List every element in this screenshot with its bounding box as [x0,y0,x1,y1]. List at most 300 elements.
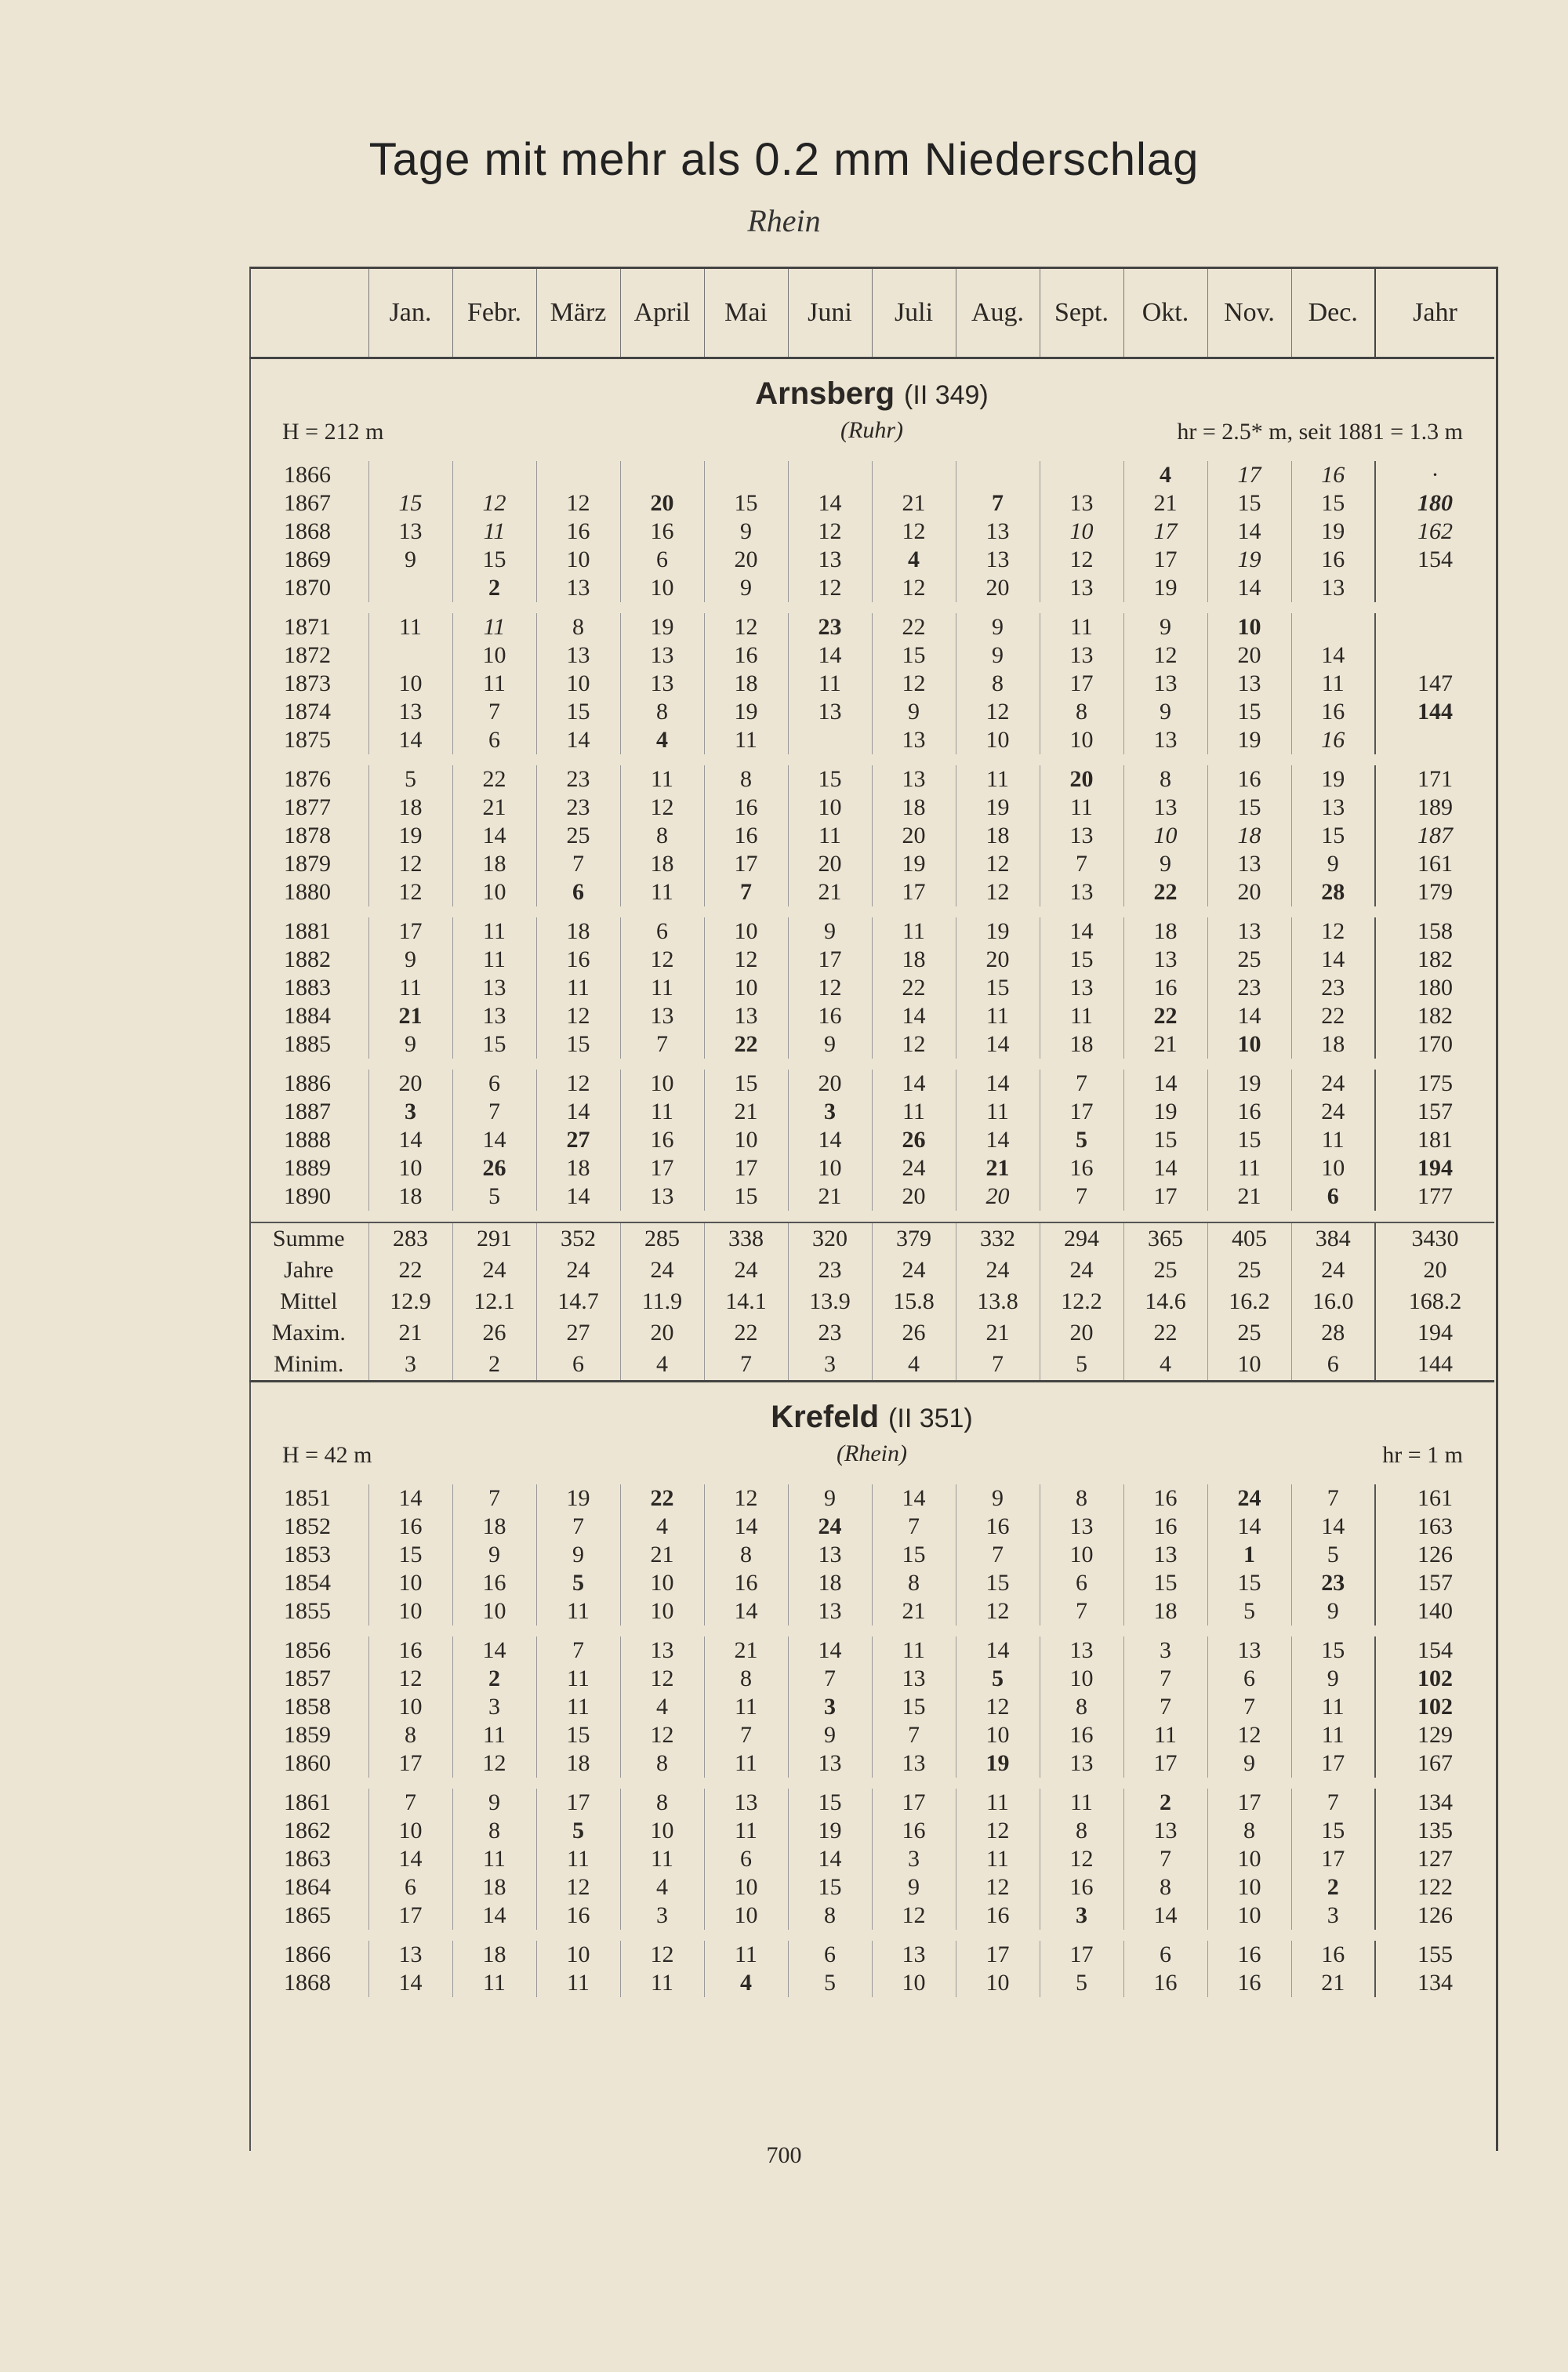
value-cell: 13 [788,698,872,726]
group-gap [249,1059,1494,1070]
value-cell: 18 [536,1749,620,1778]
stat-cell: 12.9 [368,1286,452,1317]
header-cell: Febr. [452,269,536,358]
table-row [249,1569,1494,1597]
year-cell: 1862 [284,1818,331,1843]
stat-cell: 405 [1207,1222,1291,1255]
value-cell: 9 [452,1541,536,1569]
stat-cell: 24 [704,1255,788,1286]
value-cell: 13 [536,574,620,602]
value-cell: 4 [872,546,956,574]
value-cell: 16 [368,1636,452,1665]
value-cell [956,461,1040,489]
value-cell: 5 [536,1569,620,1597]
value-cell [1040,461,1123,489]
value-cell: 16 [1291,726,1375,754]
value-cell: 7 [1040,1182,1123,1211]
stat-cell: 3 [368,1349,452,1382]
value-cell: 6 [1040,1569,1123,1597]
value-cell: 13 [1040,1636,1123,1665]
year-cell: 1858 [284,1694,331,1720]
value-cell: 13 [452,974,536,1002]
value-cell: 7 [1040,850,1123,878]
value-cell: 21 [788,1182,872,1211]
station-header [249,358,1494,462]
station-name-line [249,1400,1494,1435]
value-cell: 11 [620,765,704,794]
value-cell: 13 [1040,974,1123,1002]
value-cell: 13 [872,765,956,794]
stat-cell: 26 [872,1317,956,1349]
value-cell: 3 [872,1845,956,1873]
year-cell: 1855 [284,1598,331,1624]
table-row [249,1789,1494,1817]
value-cell: 18 [452,1941,536,1969]
year-cell: 1853 [284,1542,331,1567]
year-cell: 1863 [284,1846,331,1872]
stat-cell: 11.9 [620,1286,704,1317]
value-cell: 10 [956,726,1040,754]
value-cell: 20 [788,850,872,878]
value-cell: 102 [1375,1665,1494,1693]
value-cell: 10 [452,641,536,670]
value-cell: 15 [1040,946,1123,974]
group-gap [249,1778,1494,1789]
value-cell: 17 [704,850,788,878]
precipitation-table [249,269,1494,2008]
value-cell: 17 [1040,1941,1123,1969]
value-cell: 10 [1207,613,1291,641]
value-cell: 12 [704,613,788,641]
value-cell: 11 [1291,1693,1375,1721]
table-row [249,1721,1494,1749]
value-cell: 13 [1040,822,1123,850]
value-cell: 6 [452,726,536,754]
value-cell: 16 [1291,1941,1375,1969]
year-cell: 1878 [284,823,331,848]
value-cell: 12 [1207,1721,1291,1749]
table-row [249,518,1494,546]
stat-cell: 2 [452,1349,536,1382]
stat-cell: 3430 [1375,1222,1494,1255]
value-cell: 9 [1291,1665,1375,1693]
value-cell: 25 [1207,946,1291,974]
station-height: H = 212 m [282,419,384,445]
year-cell: 1880 [284,879,331,905]
value-cell: 14 [872,1484,956,1513]
value-cell: 20 [1207,878,1291,906]
value-cell: 14 [956,1126,1040,1154]
value-cell: 15 [704,489,788,518]
value-cell [368,461,452,489]
value-cell: 12 [1291,917,1375,946]
value-cell: 11 [704,726,788,754]
value-cell: 14 [452,1902,536,1930]
value-cell: 15 [1207,489,1291,518]
stat-cell: 13.9 [788,1286,872,1317]
value-cell: 189 [1375,794,1494,822]
table-row [249,1749,1494,1778]
value-cell: 13 [368,698,452,726]
value-cell: 13 [1040,489,1123,518]
group-gap [249,1997,1494,2008]
value-cell: 11 [452,1845,536,1873]
value-cell: 11 [620,1098,704,1126]
value-cell: 16 [956,1902,1040,1930]
table-row [249,546,1494,574]
value-cell: 10 [620,1070,704,1098]
table-row [249,1154,1494,1182]
value-cell: 13 [1123,794,1207,822]
group-gap [249,906,1494,917]
value-cell: 17 [1040,1098,1123,1126]
value-cell: 13 [1040,1513,1123,1541]
value-cell: 11 [872,1636,956,1665]
value-cell: 10 [368,1569,452,1597]
group-gap [249,602,1494,613]
value-cell: 161 [1375,1484,1494,1513]
value-cell: 22 [452,765,536,794]
value-cell: 7 [956,489,1040,518]
value-cell: 17 [368,917,452,946]
value-cell: 11 [368,974,452,1002]
value-cell: 24 [788,1513,872,1541]
value-cell: 3 [788,1693,872,1721]
value-cell: 11 [620,974,704,1002]
stat-cell: 23 [788,1317,872,1349]
value-cell: 15 [1291,1817,1375,1845]
value-cell: 20 [956,574,1040,602]
value-cell: 7 [536,1636,620,1665]
value-cell: 7 [956,1541,1040,1569]
value-cell: 16 [1291,461,1375,489]
stat-cell: 4 [872,1349,956,1382]
value-cell [620,461,704,489]
value-cell: 11 [452,1969,536,1997]
page-title: Tage mit mehr als 0.2 mm Niederschlag [368,134,1200,185]
value-cell: 14 [1291,1513,1375,1541]
value-cell [368,641,452,670]
value-cell: 175 [1375,1070,1494,1098]
value-cell: 12 [536,1002,620,1030]
value-cell: 134 [1375,1789,1494,1817]
value-cell: 16 [1123,1969,1207,1997]
value-cell: 15 [1123,1569,1207,1597]
value-cell: 14 [704,1597,788,1626]
value-cell: 20 [620,489,704,518]
table-row [249,670,1494,698]
value-cell: 14 [536,726,620,754]
value-cell: 11 [452,613,536,641]
value-cell: 11 [536,1665,620,1693]
value-cell: 20 [956,946,1040,974]
table-row [249,1513,1494,1541]
value-cell: 19 [1207,546,1291,574]
value-cell: 12 [872,518,956,546]
value-cell: 9 [1207,1749,1291,1778]
value-cell: 12 [872,574,956,602]
value-cell: 5 [368,765,452,794]
value-cell: 12 [536,1070,620,1098]
value-cell: 11 [1040,794,1123,822]
value-cell: 9 [1291,1597,1375,1626]
year-cell: 1882 [284,946,331,972]
value-cell: 12 [956,850,1040,878]
header-cell: Dec. [1291,269,1375,358]
value-cell: 10 [1207,1873,1291,1902]
table-row [249,878,1494,906]
value-cell: 7 [704,1721,788,1749]
value-cell: 16 [956,1513,1040,1541]
value-cell: 7 [1123,1693,1207,1721]
value-cell: 11 [452,946,536,974]
table-row [249,1817,1494,1845]
value-cell: 158 [1375,917,1494,946]
station-reference: (II 351) [888,1404,973,1433]
value-cell: 22 [704,1030,788,1059]
stat-cell: 26 [452,1317,536,1349]
table-row [249,822,1494,850]
value-cell: 22 [1291,1002,1375,1030]
value-cell [1375,574,1494,602]
value-cell: 14 [368,1484,452,1513]
value-cell: 20 [872,822,956,850]
value-cell: 14 [788,489,872,518]
header-cell: April [620,269,704,358]
value-cell: 17 [872,1789,956,1817]
value-cell [872,461,956,489]
value-cell: 22 [1123,1002,1207,1030]
value-cell: 10 [536,1941,620,1969]
value-cell: 18 [1123,1597,1207,1626]
value-cell: 8 [872,1569,956,1597]
stat-cell: 4 [620,1349,704,1382]
value-cell: 18 [368,794,452,822]
value-cell: 10 [1207,1845,1291,1873]
value-cell: 194 [1375,1154,1494,1182]
value-cell: 11 [536,1597,620,1626]
value-cell: 15 [872,641,956,670]
value-cell: 10 [1207,1902,1291,1930]
value-cell: 11 [956,1789,1040,1817]
value-cell: 16 [536,1902,620,1930]
value-cell: 18 [1291,1030,1375,1059]
year-cell: 1868 [284,518,331,544]
value-cell: 11 [1291,1126,1375,1154]
header-cell: Aug. [956,269,1040,358]
value-cell: 12 [536,1873,620,1902]
stat-cell: 7 [956,1349,1040,1382]
value-cell: 8 [1123,765,1207,794]
header-cell-jahr: Jahr [1375,269,1494,358]
header-cell: Okt. [1123,269,1207,358]
value-cell: 9 [788,1484,872,1513]
value-cell: 16 [788,1002,872,1030]
value-cell: 171 [1375,765,1494,794]
value-cell: 14 [368,726,452,754]
value-cell: 14 [536,1182,620,1211]
header-cell: Juli [872,269,956,358]
year-cell: 1886 [284,1070,331,1096]
station-river: (Rhein) [837,1440,907,1466]
value-cell: 13 [620,641,704,670]
value-cell: 19 [1291,518,1375,546]
value-cell: 14 [1291,946,1375,974]
value-cell: 16 [872,1817,956,1845]
value-cell: 11 [620,1969,704,1997]
value-cell: 3 [1291,1902,1375,1930]
value-cell: 7 [1040,1597,1123,1626]
value-cell: 19 [956,917,1040,946]
value-cell: 19 [1123,574,1207,602]
value-cell: 177 [1375,1182,1494,1211]
value-cell: 10 [620,1597,704,1626]
stat-cell: 194 [1375,1317,1494,1349]
value-cell: 8 [620,822,704,850]
table-row [249,1484,1494,1513]
value-cell: 14 [452,1636,536,1665]
value-cell: 21 [872,489,956,518]
value-cell: 14 [788,1636,872,1665]
value-cell: 10 [1040,726,1123,754]
value-cell: 15 [704,1070,788,1098]
value-cell: 154 [1375,1636,1494,1665]
value-cell: 182 [1375,946,1494,974]
group-gap [249,1930,1494,1941]
value-cell: 18 [1123,917,1207,946]
value-cell: 16 [1040,1721,1123,1749]
value-cell: 11 [1040,1789,1123,1817]
value-cell: 11 [788,670,872,698]
value-cell [1375,641,1494,670]
value-cell: 21 [1291,1969,1375,1997]
value-cell: 15 [1207,794,1291,822]
value-cell: 1 [1207,1541,1291,1569]
stat-cell: 13.8 [956,1286,1040,1317]
value-cell: 9 [788,1030,872,1059]
value-cell: 21 [704,1636,788,1665]
stat-cell: 7 [704,1349,788,1382]
value-cell: 13 [620,1002,704,1030]
value-cell: 15 [1291,822,1375,850]
value-cell: 13 [1207,917,1291,946]
value-cell: 14 [1207,1513,1291,1541]
value-cell: 9 [956,641,1040,670]
year-cell: 1870 [284,575,331,601]
stat-row [249,1255,1494,1286]
value-cell: 13 [704,1002,788,1030]
station-name: Arnsberg [755,376,895,411]
value-cell: 11 [956,1098,1040,1126]
year-cell: 1871 [284,614,331,640]
value-cell: 15 [536,698,620,726]
value-cell: 9 [872,1873,956,1902]
value-cell: 15 [1291,1636,1375,1665]
stat-cell: 379 [872,1222,956,1255]
stat-cell: 25 [1207,1317,1291,1349]
header-corner [249,269,368,358]
year-cell: 1881 [284,918,331,944]
value-cell: 21 [1123,489,1207,518]
value-cell: 12 [368,878,452,906]
value-cell: 16 [1123,974,1207,1002]
value-cell: 17 [620,1154,704,1182]
value-cell: 10 [956,1969,1040,1997]
value-cell: 18 [452,1873,536,1902]
header-cell: Nov. [1207,269,1291,358]
value-cell: 10 [788,794,872,822]
table-row [249,1941,1494,1969]
value-cell: 9 [1291,850,1375,878]
stat-cell: 24 [536,1255,620,1286]
value-cell: 140 [1375,1597,1494,1626]
value-cell: 3 [1123,1636,1207,1665]
value-cell: 12 [956,1597,1040,1626]
value-cell: 18 [956,822,1040,850]
value-cell: 8 [368,1721,452,1749]
value-cell: 13 [1291,794,1375,822]
value-cell: 6 [1123,1941,1207,1969]
value-cell: 10 [704,1873,788,1902]
value-cell: 21 [872,1597,956,1626]
value-cell: 180 [1375,489,1494,518]
value-cell: 23 [536,765,620,794]
value-cell: 15 [956,1569,1040,1597]
table-row [249,1002,1494,1030]
value-cell: 22 [872,613,956,641]
value-cell: 13 [704,1789,788,1817]
value-cell: 14 [368,1845,452,1873]
stat-row [249,1349,1494,1382]
stat-cell: 24 [1040,1255,1123,1286]
stat-label: Summe [249,1222,368,1255]
value-cell: 17 [1123,1749,1207,1778]
value-cell [788,726,872,754]
value-cell: 8 [620,698,704,726]
value-cell: 14 [1123,1154,1207,1182]
value-cell: 8 [1040,1693,1123,1721]
value-cell: 10 [368,1154,452,1182]
table-row [249,1541,1494,1569]
value-cell: 25 [536,822,620,850]
year-cell: 1861 [284,1789,331,1815]
value-cell: 12 [872,1030,956,1059]
stat-label: Jahre [284,1257,334,1283]
value-cell: 7 [620,1030,704,1059]
header-cell: Juni [788,269,872,358]
table-row [249,850,1494,878]
value-cell: 102 [1375,1693,1494,1721]
value-cell [788,461,872,489]
value-cell: 126 [1375,1541,1494,1569]
value-cell: 8 [1123,1873,1207,1902]
station-header [249,1382,1494,1485]
value-cell: 12 [956,1817,1040,1845]
value-cell: 18 [452,1513,536,1541]
value-cell: 11 [620,1845,704,1873]
value-cell: 14 [1040,917,1123,946]
stat-cell: 28 [1291,1317,1375,1349]
value-cell: 13 [956,546,1040,574]
table-row [249,613,1494,641]
value-cell: 11 [704,1941,788,1969]
value-cell: 18 [536,1154,620,1182]
value-cell: 16 [704,794,788,822]
value-cell: 11 [704,1693,788,1721]
value-cell: 11 [452,1721,536,1749]
value-cell: 11 [620,878,704,906]
year-cell: 1867 [284,490,331,516]
